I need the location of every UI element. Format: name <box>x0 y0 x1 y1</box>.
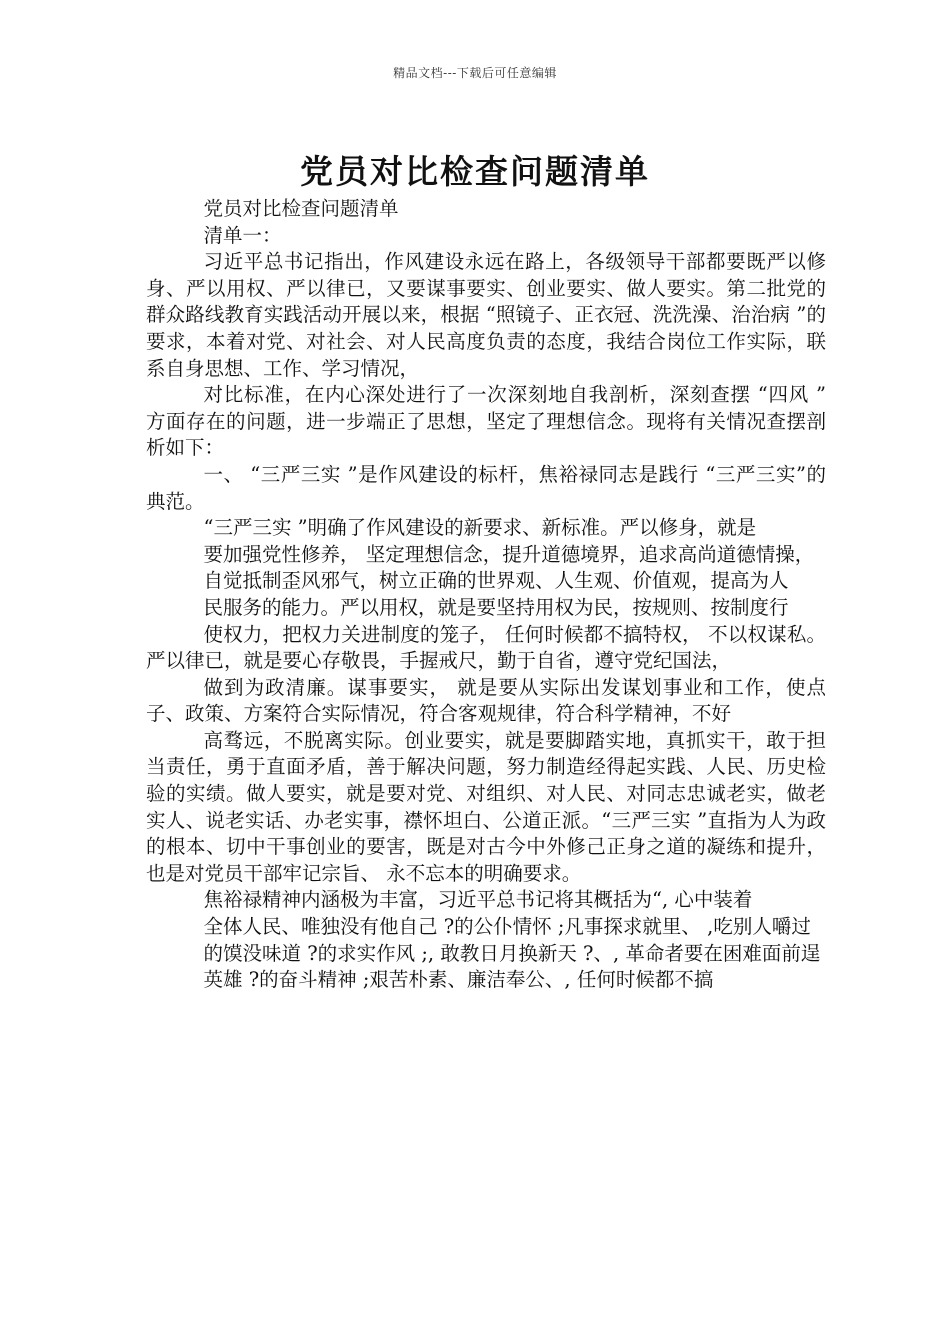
body-paragraph: 高骛远，不脱离实际。创业要实，就是要脚踏实地，真抓实干，敢于担当责任，勇于直面矛盾，善于解决问题，努力制造经得起实践、人民、历史检验的实绩。做人要实，就是要对党、对组织、对人民、对同志忠诚老实，做老实人、说老实话、办老实事，襟怀坦白、公道正派。“三严三实 ”直指为人为政的根本、切中干事创业的要害，既是对古今中外修己正身之道的凝练和提升， 也是对党员干部牢记宗旨、 永不忘本的明确要求。 <box>146 728 826 885</box>
body-paragraph: 党员对比检查问题清单 <box>203 197 399 220</box>
body-paragraph: 民服务的能力。严以用权，就是要坚持用权为民，按规则、按制度行 <box>203 595 789 619</box>
body-paragraph: 焦裕禄精神内涵极为丰富，习近平总书记将其概括为“, 心中装着 <box>203 888 753 912</box>
body-paragraph: 习近平总书记指出，作风建设永远在路上，各级领导干部都要既严以修身、严以用权、严以律已，又要谋事要实、创业要实、做人要实。第二批党的群众路线教育实践活动开展以来，根据 “照镜子、正衣冠、洗洗澡、治治病 ”的要求，本着对党、对社会、对人民高度负责的态度，我结合岗位工作实际，联系自身思想、工作、学习情况， <box>146 250 826 380</box>
document-title: 党员对比检查问题清单 <box>300 152 650 192</box>
body-paragraph: 英雄 ?的奋斗精神 ;艰苦朴素、廉洁奉公、, 任何时候都不搞 <box>203 968 714 992</box>
body-paragraph: 的馍没味道 ?的求实作风 ;, 敢教日月换新天 ?、, 革命者要在困难面前逞 <box>203 941 821 965</box>
page-header-note: 精品文档---下载后可任意编辑 <box>393 66 557 80</box>
body-paragraph: 要加强党性修养， 坚定理想信念，提升道德境界，追求高尚道德情操， <box>203 542 815 566</box>
body-paragraph: 全体人民、唯独没有他自己 ?的公仆情怀 ;凡事探求就里、 ,吃别人嚼过 <box>203 915 811 939</box>
body-paragraph: 一、 “三严三实 ”是作风建设的标杆，焦裕禄同志是践行 “三严三实”的典范。 <box>146 462 826 513</box>
body-paragraph: “三严三实 ”明确了作风建设的新要求、新标准。严以修身，就是 <box>203 516 757 540</box>
body-paragraph: 做到为政清廉。谋事要实， 就是要从实际出发谋划事业和工作，使点子、政策、方案符合实际情况，符合客观规律，符合科学精神，不好 <box>146 675 826 726</box>
body-paragraph: 自觉抵制歪风邪气，树立正确的世界观、人生观、价值观，提高为人 <box>203 569 789 593</box>
body-paragraph: 对比标准，在内心深处进行了一次深刻地自我剖析，深刻查摆 “四风 ” 方面存在的问题，进一步端正了思想，坚定了理想信念。现将有关情况查摆剖析如下： <box>146 383 826 460</box>
body-paragraph: 清单一： <box>203 223 282 247</box>
document-body <box>146 196 826 994</box>
body-paragraph: 使权力，把权力关进制度的笼子， 任何时候都不搞特权， 不以权谋私。严以律已，就是要心存敬畏，手握戒尺，勤于自省，遵守党纪国法， <box>146 622 826 673</box>
